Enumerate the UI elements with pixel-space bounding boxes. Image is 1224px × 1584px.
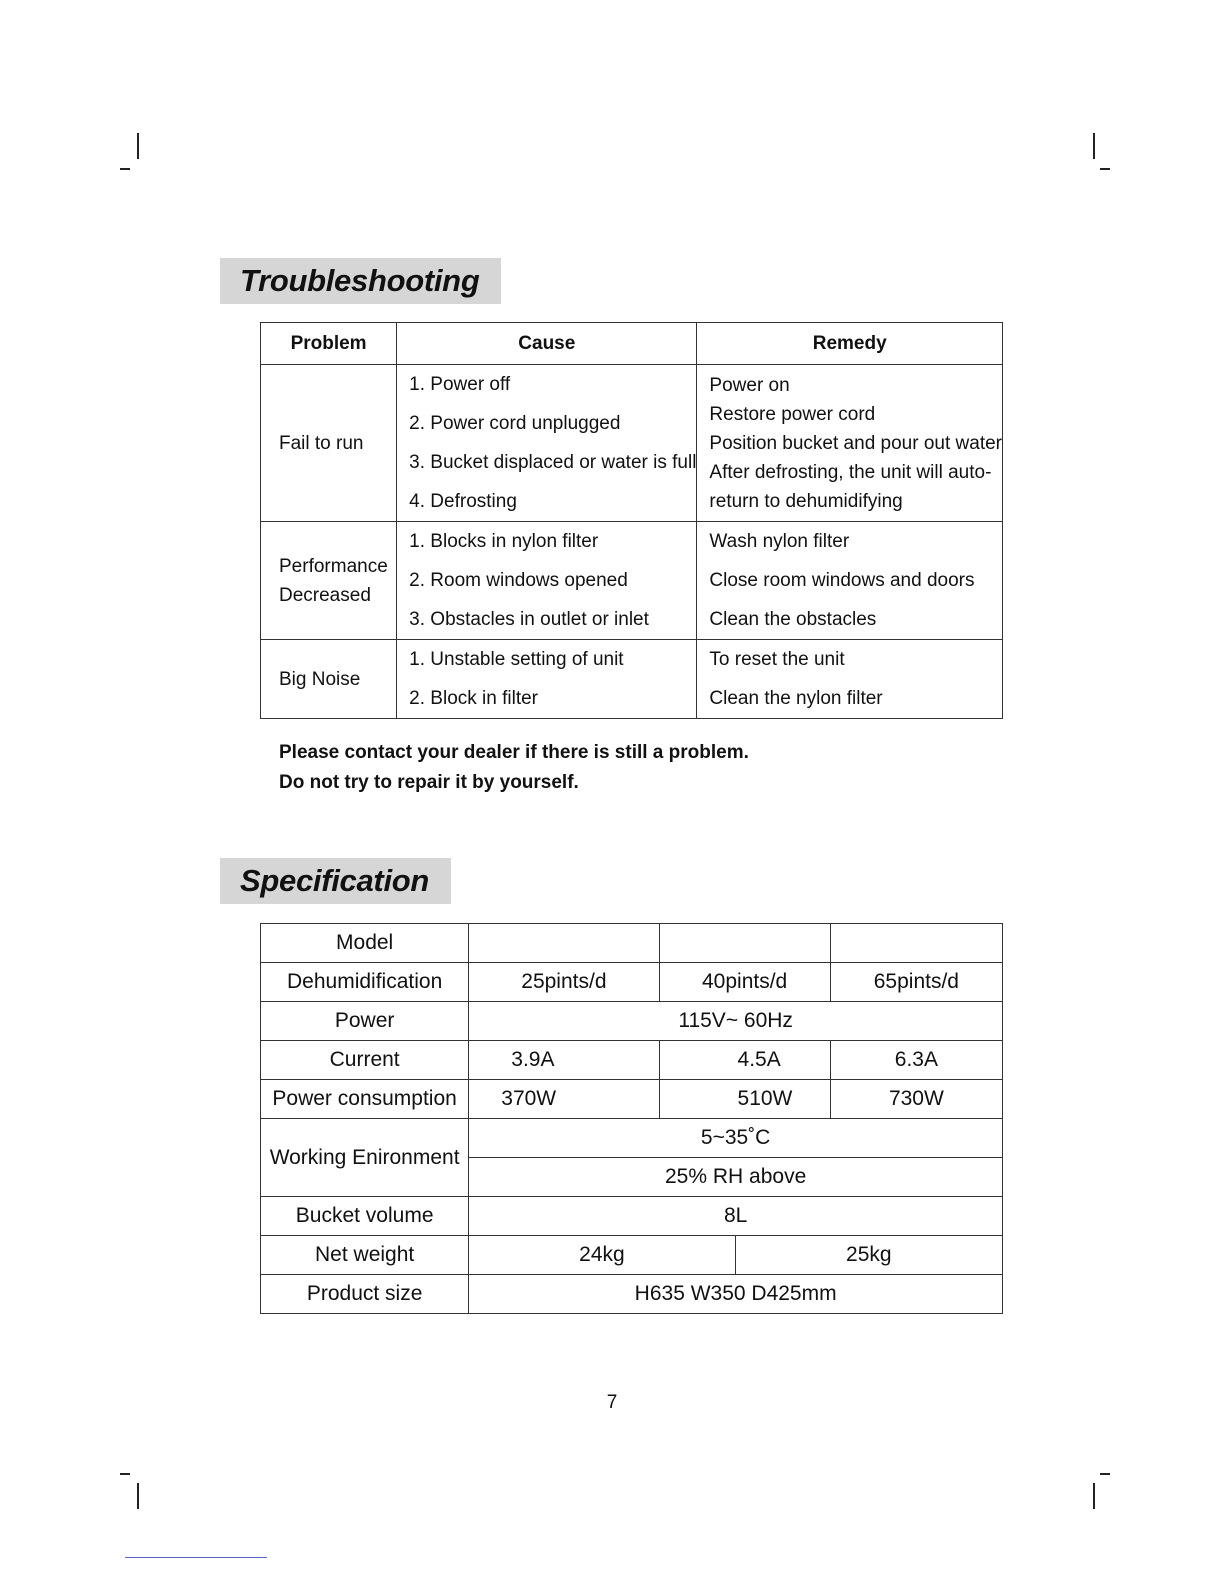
spec-value: 730W [830, 1080, 1002, 1119]
problem-cell [261, 522, 397, 640]
crop-mark [1100, 168, 1110, 170]
problem-text: Performance [279, 555, 388, 577]
spec-value [659, 924, 830, 963]
remedy-cell [697, 365, 1003, 522]
remedy-cell [697, 522, 1003, 640]
table-row [261, 924, 1003, 963]
remedy-item: return to dehumidifying [709, 490, 903, 512]
spec-label: Net weight [261, 1236, 469, 1275]
table-row [261, 365, 1003, 522]
table-row [261, 1236, 1003, 1275]
spec-value [830, 924, 1002, 963]
cause-item: 4. Defrosting [409, 491, 517, 512]
remedy-item: After defrosting, the unit will auto- [709, 461, 992, 483]
problem-text: Big Noise [279, 668, 361, 690]
header-problem: Problem [261, 323, 397, 365]
crop-mark [120, 1473, 130, 1475]
spec-value: 6.3A [830, 1041, 1002, 1080]
crop-mark [137, 1483, 139, 1509]
remedy-item: To reset the unit [709, 649, 845, 670]
page-number: 7 [606, 1392, 618, 1413]
spec-label: Current [261, 1041, 469, 1080]
spec-label: Working Enironment [261, 1119, 469, 1197]
table-row [261, 1119, 1003, 1158]
table-row [261, 1275, 1003, 1314]
specification-title: Specification [220, 858, 451, 904]
spec-value: 24kg [469, 1236, 735, 1275]
spec-label: Model [261, 924, 469, 963]
cause-item: 2. Room windows opened [409, 570, 628, 591]
remedy-item: Close room windows and doors [709, 570, 975, 591]
spec-value: 115V~ 60Hz [469, 1002, 1003, 1041]
spec-label: Bucket volume [261, 1197, 469, 1236]
spec-label: Power consumption [261, 1080, 469, 1119]
remedy-item: Clean the nylon filter [709, 688, 883, 709]
specification-table [260, 923, 1003, 1314]
crop-mark [1093, 1483, 1095, 1509]
cause-cell [397, 522, 697, 640]
footer-rule [125, 1557, 267, 1558]
note-line: Do not try to repair it by yourself. [279, 772, 579, 793]
note-line: Please contact your dealer if there is still a problem. [279, 742, 749, 763]
header-remedy: Remedy [697, 323, 1003, 365]
spec-value: 25pints/d [469, 963, 659, 1002]
spec-value: 370W [469, 1080, 659, 1119]
crop-mark [137, 133, 139, 159]
cause-item: 1. Unstable setting of unit [409, 649, 624, 670]
cause-cell [397, 365, 697, 522]
crop-mark [1100, 1473, 1110, 1475]
spec-value: 65pints/d [830, 963, 1002, 1002]
cause-item: 1. Blocks in nylon filter [409, 531, 599, 552]
cause-cell [397, 640, 697, 719]
table-row [261, 1002, 1003, 1041]
table-row [261, 1080, 1003, 1119]
spec-value [469, 924, 659, 963]
table-row [261, 640, 1003, 719]
cause-item: 2. Block in filter [409, 688, 538, 709]
troubleshooting-title: Troubleshooting [220, 258, 501, 304]
troubleshooting-table [260, 322, 1003, 719]
remedy-item: Position bucket and pour out water [709, 432, 1002, 454]
remedy-cell [697, 640, 1003, 719]
spec-value: 40pints/d [659, 963, 830, 1002]
problem-text: Fail to run [279, 432, 364, 454]
spec-value: 25kg [735, 1236, 1002, 1275]
spec-label: Dehumidification [261, 963, 469, 1002]
dealer-note [279, 738, 749, 798]
remedy-item: Wash nylon filter [709, 531, 850, 552]
spec-value: H635 W350 D425mm [469, 1275, 1003, 1314]
cause-item: 3. Obstacles in outlet or inlet [409, 609, 649, 630]
cause-item: 3. Bucket displaced or water is full [409, 452, 697, 473]
table-row [261, 963, 1003, 1002]
cause-item: 1. Power off [409, 374, 511, 395]
table-row [261, 522, 1003, 640]
crop-mark [120, 168, 130, 170]
remedy-item: Clean the obstacles [709, 609, 877, 630]
problem-cell [261, 640, 397, 719]
remedy-item: Restore power cord [709, 403, 876, 425]
spec-label: Product size [261, 1275, 469, 1314]
crop-mark [1093, 133, 1095, 159]
spec-value: 8L [469, 1197, 1003, 1236]
problem-cell [261, 365, 397, 522]
spec-value: 5~35˚C [469, 1119, 1003, 1158]
cause-item: 2. Power cord unplugged [409, 413, 621, 434]
spec-value: 4.5A [659, 1041, 830, 1080]
spec-value: 510W [659, 1080, 830, 1119]
problem-text: Decreased [279, 584, 371, 606]
spec-value: 3.9A [469, 1041, 659, 1080]
table-row [261, 1041, 1003, 1080]
spec-label: Power [261, 1002, 469, 1041]
remedy-item: Power on [709, 374, 790, 396]
table-header-row [261, 323, 1003, 365]
header-cause: Cause [397, 323, 697, 365]
spec-value: 25% RH above [469, 1158, 1003, 1197]
table-row [261, 1197, 1003, 1236]
